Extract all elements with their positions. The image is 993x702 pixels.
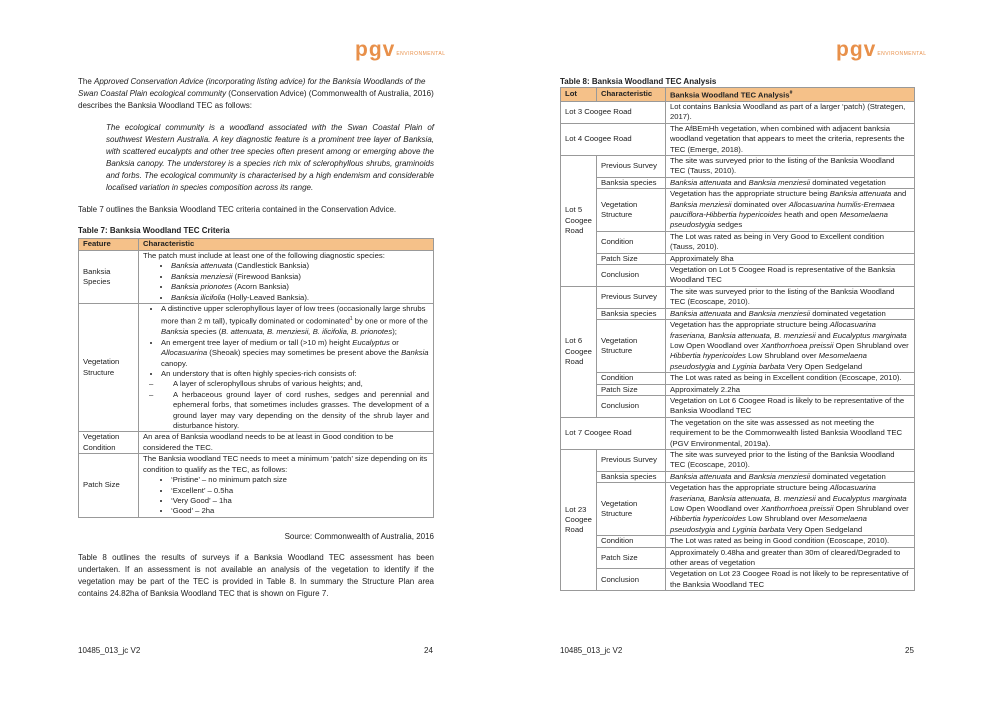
analysis-cell: Vegetation on Lot 5 Coogee Road is representative of the Banksia Woodland TEC (665, 265, 914, 287)
analysis-cell: Approximately 2.2ha (665, 384, 914, 395)
feature-cell: Banksia Species (79, 251, 139, 304)
analysis-cell: The Lot was rated as being in Very Good to Excellent condition (Tauss, 2010). (665, 231, 914, 253)
list-item: • ‘Excellent’ – 0.5ha (171, 486, 429, 496)
table-row (561, 101, 915, 123)
feature-cell: Patch Size (79, 454, 139, 517)
characteristic-cell: Banksia species (596, 177, 665, 188)
col-characteristic: Characteristic (139, 239, 434, 251)
characteristic-cell: Vegetation Structure (596, 483, 665, 536)
table-row (561, 417, 915, 449)
characteristic-cell: Condition (596, 536, 665, 547)
feature-cell: Vegetation Structure (79, 304, 139, 432)
characteristic-cell: Conclusion (596, 265, 665, 287)
analysis-cell: Approximately 0.48ha and greater than 30m of cleared/Degraded to other areas of vegetation (665, 547, 914, 569)
table-row (561, 320, 915, 373)
table-row (561, 373, 915, 384)
characteristic-cell: Conclusion (596, 395, 665, 417)
lot-cell: Lot 23 Coogee Road (561, 449, 597, 590)
table-row (79, 251, 434, 304)
table-header-row (561, 88, 915, 102)
logo-mark: pgv (355, 38, 396, 61)
analysis-cell: Approximately 8ha (665, 253, 914, 264)
table8-intro: Table 8 outlines the results of surveys if a Banksia Woodland TEC assessment has been undertaken. If an assessment is not available an analysis of the vegetation to identify if the vegetation may be part of the TEC is provided in Table 8. In summary the Structure Plan area contains 24.82ha of Banksia Woodland TEC that is shown on Figure 7. (78, 553, 434, 598)
characteristic-cell: Previous Survey (596, 156, 665, 178)
list-item: • Banksia menziesii (Firewood Banksia) (171, 272, 429, 282)
analysis-cell: Banksia attenuata and Banksia menziesii dominated vegetation (665, 308, 914, 319)
pgv-logo (355, 38, 446, 62)
list-item: • An emergent tree layer of medium or tall (>10 m) height Eucalyptus or Allocasuarina (Sheoak) species may sometimes be present above the Banksia canopy. (161, 338, 429, 369)
characteristic-cell: Banksia species (596, 471, 665, 482)
intro-paragraph: The Approved Conservation Advice (incorporating listing advice) for the Banksia Woodlands of the Swan Coastal Plain ecological community (Conservation Advice) (Commonwealth of Australia, 2016) describes the Banksia Woodland TEC as follows: (78, 77, 434, 110)
footer-doc-ref: 10485_013_jc V2 (560, 646, 623, 655)
analysis-cell: Vegetation has the appropriate structure being Allocasuarina fraseriana, Banksia attenuata, B. menziesii and Eucalyptus marginata Low Open Woodland over Xanthorrhoea preissii Open Shrubland over Hibbertia hypericoides Low Shrubland over Mesomelaena pseudostygia and Lyginia barbata Very Open Sedgeland (665, 483, 914, 536)
characteristic-cell: Vegetation Structure (596, 189, 665, 232)
characteristic-cell (139, 304, 434, 432)
table-header-row (79, 239, 434, 251)
characteristic-cell: An area of Banksia woodland needs to be at least in Good condition to be considered the TEC. (139, 432, 434, 454)
table7-criteria (78, 238, 434, 518)
table7-caption: Table 7: Banksia Woodland TEC Criteria (78, 226, 230, 235)
list-item: • ‘Very Good’ – 1ha (171, 496, 429, 506)
characteristic-cell: Vegetation Structure (596, 320, 665, 373)
logo-sub: ENVIRONMENTAL (396, 51, 446, 57)
footer-doc-ref: 10485_013_jc V2 (78, 646, 141, 655)
table7-source: Source: Commonwealth of Australia, 2016 (284, 532, 434, 541)
table-row (561, 483, 915, 536)
page-24 (0, 0, 480, 702)
analysis-cell: The vegetation on the site was assessed as not meeting the requirement to be the Commonwealth listed Banksia Woodland TEC (PGV Environmental, 2019a). (665, 417, 914, 449)
table-row (561, 471, 915, 482)
list-item: • ‘Pristine’ – no minimum patch size (171, 475, 429, 485)
analysis-cell: The site was surveyed prior to the listing of the Banksia Woodland TEC (Ecoscape, 2010). (665, 449, 914, 471)
conservation-advice-quote: The ecological community is a woodland associated with the Swan Coastal Plain of southwest Western Australia. A key diagnostic feature is a prominent tree layer of Banksia, with scattered eucalypts and other tree species often present among or emerging above the Banksia canopy. The understorey is a species rich mix of sclerophyllous shrubs, graminoids and forbs. The ecological community is characterised by a high endemism and considerable localised variation in species composition across its range. (106, 123, 434, 192)
characteristic-cell: Conclusion (596, 569, 665, 591)
table-row (79, 432, 434, 454)
col-analysis: Banksia Woodland TEC Analysis# (665, 88, 914, 102)
lot-cell: Lot 4 Coogee Road (561, 123, 666, 155)
list-item: • An understory that is often highly species-rich consists of: (161, 369, 429, 379)
analysis-cell: The site was surveyed prior to the listing of the Banksia Woodland TEC (Ecoscape, 2010). (665, 286, 914, 308)
list-item: – A herbaceous ground layer of cord rushes, sedges and perennial and ephemeral forbs, that sometimes includes grasses. The development of a ground layer may vary depending on the density of the shrub layer and disturbance history. (161, 390, 429, 432)
table-row (561, 253, 915, 264)
list-item: • A distinctive upper sclerophyllous layer of low trees (occasionally large shrubs more than 2 m tall), typically dominated or codominated$^1$ by one or more of the Banksia species (B. attenuata, B. menziesii, B. ilicifolia, B. prionotes); (161, 304, 429, 338)
logo-sub: ENVIRONMENTAL (877, 51, 927, 57)
list-item: • Banksia ilicifolia (Holly-Leaved Banksia). (171, 293, 429, 303)
table-row (561, 449, 915, 471)
lot-cell: Lot 7 Coogee Road (561, 417, 666, 449)
characteristic-cell: Patch Size (596, 384, 665, 395)
feature-cell: Vegetation Condition (79, 432, 139, 454)
lot-cell: Lot 6 Coogee Road (561, 286, 597, 417)
table-row (561, 286, 915, 308)
analysis-cell: The AfBEmHh vegetation, when combined with adjacent banksia woodland vegetation that appears to meet the criteria, represents the TEC (Emerge, 2018). (665, 123, 914, 155)
pgv-logo (836, 38, 927, 62)
table-row (79, 304, 434, 432)
table-row (561, 231, 915, 253)
table-row (561, 569, 915, 591)
table-row (561, 547, 915, 569)
col-lot: Lot (561, 88, 597, 102)
characteristic-cell: Previous Survey (596, 286, 665, 308)
characteristic-cell: Condition (596, 373, 665, 384)
table-row (561, 395, 915, 417)
analysis-cell: Lot contains Banksia Woodland as part of a larger ‘patch) (Strategen, 2017). (665, 101, 914, 123)
list-item: • ‘Good’ – 2ha (171, 506, 429, 516)
analysis-cell: Vegetation on Lot 23 Coogee Road is not likely to be representative of the Banksia Woodland TEC (665, 569, 914, 591)
characteristic-cell: Patch Size (596, 253, 665, 264)
list-item: • Banksia attenuata (Candlestick Banksia) (171, 261, 429, 271)
analysis-cell: Banksia attenuata and Banksia menziesii dominated vegetation (665, 471, 914, 482)
characteristic-cell: Patch Size (596, 547, 665, 569)
col-characteristic: Characteristic (596, 88, 665, 102)
analysis-cell: Banksia attenuata and Banksia menziesii dominated vegetation (665, 177, 914, 188)
page-25 (500, 0, 980, 702)
col-feature: Feature (79, 239, 139, 251)
table-row (561, 384, 915, 395)
list-item: • Banksia prionotes (Acorn Banksia) (171, 282, 429, 292)
page-number: 24 (424, 646, 433, 655)
analysis-cell: The site was surveyed prior to the listing of the Banksia Woodland TEC (Tauss, 2010). (665, 156, 914, 178)
table-row (561, 156, 915, 178)
list-item: – A layer of sclerophyllous shrubs of various heights; and, (161, 379, 429, 389)
table-row (561, 123, 915, 155)
analysis-cell: Vegetation on Lot 6 Coogee Road is likely to be representative of the Banksia Woodland TEC (665, 395, 914, 417)
table-row (561, 177, 915, 188)
characteristic-cell: Banksia species (596, 308, 665, 319)
table-row (561, 308, 915, 319)
characteristic-cell: The patch must include at least one of the following diagnostic species: • Banksia attenuata (Candlestick Banksia) • Banksia menziesii (Firewood Banksia) • Banksia prionotes (Acorn Banksia) • Banksia ilicifolia (Holly-Leaved Banksia). (139, 251, 434, 304)
logo-mark: pgv (836, 38, 877, 61)
lot-cell: Lot 5 Coogee Road (561, 156, 597, 287)
characteristic-cell: Condition (596, 231, 665, 253)
analysis-cell: Vegetation has the appropriate structure being Banksia attenuata and Banksia menziesii dominated over Allocasuarina humilis-Eremaea pauciflora-Hibbertia hypericoides heath and open Mesomelaena pseudostygia sedges (665, 189, 914, 232)
table8-caption: Table 8: Banksia Woodland TEC Analysis (560, 77, 717, 86)
table-row (79, 454, 434, 517)
table-row (561, 536, 915, 547)
table-row (561, 265, 915, 287)
table7-intro: Table 7 outlines the Banksia Woodland TEC criteria contained in the Conservation Advice. (78, 205, 397, 214)
page-number: 25 (905, 646, 914, 655)
characteristic-cell: The Banksia woodland TEC needs to meet a minimum ‘patch’ size depending on its condition to qualify as the TEC, as follows: • ‘Pristine’ – no minimum patch size • ‘Excellent’ – 0.5ha • ‘Very Good’ – 1ha • ‘Good’ – 2ha (139, 454, 434, 517)
characteristic-cell: Previous Survey (596, 449, 665, 471)
lot-cell: Lot 3 Coogee Road (561, 101, 666, 123)
table-row (561, 189, 915, 232)
table8-analysis (560, 87, 915, 591)
analysis-cell: The Lot was rated as being in Excellent condition (Ecoscape, 2010). (665, 373, 914, 384)
analysis-cell: The Lot was rated as being in Good condition (Ecoscape, 2010). (665, 536, 914, 547)
analysis-cell: Vegetation has the appropriate structure being Allocasuarina fraseriana, Banksia attenuata, B. menziesii and Eucalyptus marginata Low Open Woodland over Xanthorrhoea preissii Open Shrubland over Hibbertia hypericoides Low Shrubland over Mesomelaena pseudostygia and Lyginia barbata Very Open Sedgeland (665, 320, 914, 373)
